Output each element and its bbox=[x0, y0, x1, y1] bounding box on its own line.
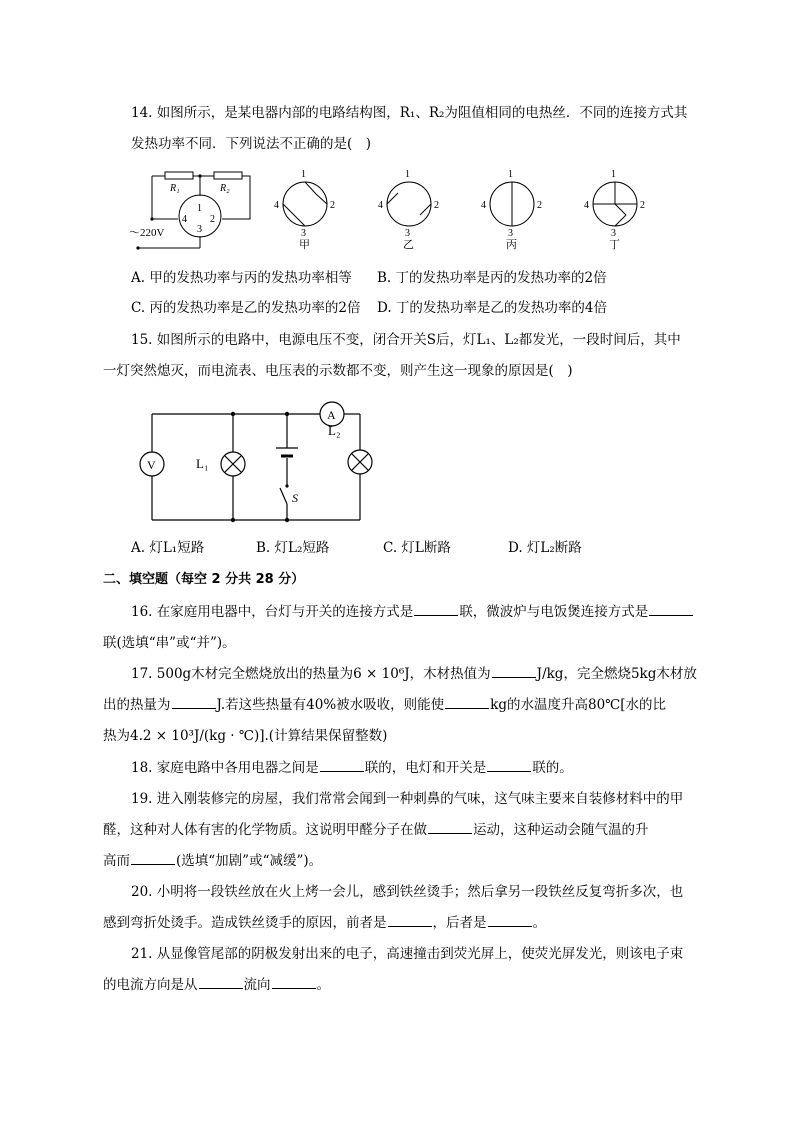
q19-line2: 醛，这种对人体有害的化学物质。这说明甲醛分子在做 运动，这种运动会随气温的升 bbox=[103, 822, 649, 838]
q20-line2: 感到弯折处烫手。造成铁丝烫手的原因，前者是 ，后者是 。 bbox=[103, 915, 546, 931]
q16-line2: 联(选填“串”或“并”)。 bbox=[103, 635, 236, 651]
q18-line: 18. 家庭电路中各用电器之间是 联的，电灯和开关是 联的。 bbox=[131, 760, 573, 776]
svg-text:2: 2 bbox=[434, 200, 439, 211]
svg-text:1: 1 bbox=[405, 169, 410, 180]
q17-blank-2[interactable] bbox=[172, 695, 216, 709]
q14-terminal-4: 4 bbox=[182, 214, 187, 225]
svg-text:2: 2 bbox=[330, 200, 335, 211]
section-heading: 二、填空题（每空 2 分共 28 分） bbox=[103, 572, 305, 587]
svg-text:1: 1 bbox=[301, 169, 306, 180]
q21-blank-1[interactable] bbox=[199, 975, 243, 989]
q21-blank-2[interactable] bbox=[272, 975, 316, 989]
svg-text:4: 4 bbox=[584, 200, 589, 211]
q14-option-a[interactable]: A. 甲的发热功率与丙的发热功率相等 bbox=[131, 270, 352, 286]
q14-connection-bing bbox=[481, 169, 542, 251]
q14-caption-yi: 乙 bbox=[403, 239, 414, 251]
svg-text:V: V bbox=[147, 458, 156, 472]
q15-stem-line2: 一灯突然熄灭，而电流表、电压表的示数都不变，则产生这一现象的原因是( ) bbox=[103, 363, 573, 379]
lamp-l2-label: L₂ bbox=[328, 423, 341, 438]
lamp-l1-label: L₁ bbox=[196, 456, 209, 471]
svg-text:4: 4 bbox=[481, 200, 486, 211]
q19-line3: 高而 (选填“加剧”或“减缓”)。 bbox=[103, 853, 323, 869]
svg-text:3: 3 bbox=[508, 228, 513, 239]
q17-line1: 17. 500g木材完全燃烧放出的热量为6 × 10⁶J，木材热值为 J/kg，完全燃烧5kg木材放 bbox=[131, 666, 697, 682]
q14-stem-line2: 发热功率不同．下列说法不正确的是( ) bbox=[131, 136, 372, 152]
q21-line2: 的电流方向是从 流向 。 bbox=[103, 977, 330, 993]
q17-line3: 热为4.2 × 10³J/(kg · ℃)].(计算结果保留整数) bbox=[103, 728, 388, 744]
q16-line1: 16. 在家庭用电器中，台灯与开关的连接方式是 联，微波炉与电饭煲连接方式是 bbox=[131, 602, 694, 622]
q14-label-r1: R₁ bbox=[170, 183, 180, 194]
svg-text:A: A bbox=[327, 408, 336, 422]
q15-figure bbox=[130, 398, 380, 528]
q15-option-b[interactable]: B. 灯L₂短路 bbox=[256, 540, 330, 556]
q14-connection-ding bbox=[584, 169, 645, 251]
svg-text:1: 1 bbox=[508, 169, 513, 180]
q18-blank-1[interactable] bbox=[320, 758, 364, 772]
q20-line1: 20. 小明将一段铁丝放在火上烤一会儿，感到铁丝烫手；然后拿另一段铁丝反复弯折多次，也 bbox=[131, 884, 684, 900]
q14-caption-ding: 丁 bbox=[609, 239, 620, 251]
lamp-l1-icon bbox=[221, 452, 245, 476]
q18-blank-2[interactable] bbox=[487, 758, 531, 772]
q17-line2: 出的热量为 J.若这些热量有40%被水吸收，则能使 kg的水温度升高80℃[水的比 bbox=[103, 697, 667, 713]
q14-terminal-2: 2 bbox=[210, 214, 215, 225]
svg-text:1: 1 bbox=[611, 169, 616, 180]
q15-stem-line1: 15. 如图所示的电路中，电源电压不变，闭合开关S后，灯L₁、L₂都发光，一段时间后，其中 bbox=[131, 332, 681, 348]
q16-blank-2[interactable] bbox=[649, 602, 693, 616]
q19-blank-2[interactable] bbox=[131, 851, 175, 865]
q14-caption-bing: 丙 bbox=[506, 239, 517, 251]
voltmeter-icon bbox=[140, 452, 164, 476]
q14-caption-jia: 甲 bbox=[299, 239, 310, 251]
q14-option-c[interactable]: C. 丙的发热功率是乙的发热功率的2倍 bbox=[131, 300, 361, 316]
q14-stem-line1: 14. 如图所示，是某电器内部的电路结构图，R₁、R₂为阻值相同的电热丝．不同的连接方式其 bbox=[131, 105, 688, 121]
q17-blank-3[interactable] bbox=[445, 695, 489, 709]
q14-connection-yi bbox=[378, 169, 439, 251]
q14-label-source: ～220V bbox=[129, 227, 165, 239]
svg-text:2: 2 bbox=[640, 200, 645, 211]
q20-blank-2[interactable] bbox=[488, 913, 532, 927]
svg-text:4: 4 bbox=[274, 200, 279, 211]
switch-label: S bbox=[292, 491, 298, 505]
q19-blank-1[interactable] bbox=[428, 820, 472, 834]
q14-terminal-1: 1 bbox=[197, 203, 202, 214]
svg-text:3: 3 bbox=[405, 228, 410, 239]
svg-text:3: 3 bbox=[301, 228, 306, 239]
q15-option-c[interactable]: C. 灯L断路 bbox=[383, 540, 451, 556]
q15-option-d[interactable]: D. 灯L₂断路 bbox=[508, 540, 582, 556]
q21-line1: 21. 从显像管尾部的阴极发射出来的电子，高速撞击到荧光屏上，使荧光屏发光，则该电子束 bbox=[131, 946, 684, 962]
q14-label-r2: R₂ bbox=[220, 183, 230, 194]
q19-line1: 19. 进入刚装修完的房屋，我们常常会闻到一种刺鼻的气味，这气味主要来自装修材料中的甲 bbox=[131, 791, 684, 807]
q14-figure bbox=[128, 164, 668, 256]
svg-text:4: 4 bbox=[378, 200, 383, 211]
q14-connection-jia bbox=[274, 169, 335, 251]
lamp-l2-icon bbox=[348, 450, 372, 474]
q15-option-a[interactable]: A. 灯L₁短路 bbox=[131, 540, 205, 556]
svg-text:3: 3 bbox=[611, 228, 616, 239]
svg-text:2: 2 bbox=[537, 200, 542, 211]
q17-blank-1[interactable] bbox=[492, 664, 536, 678]
q14-option-b[interactable]: B. 丁的发热功率是丙的发热功率的2倍 bbox=[377, 270, 607, 286]
q14-terminal-3: 3 bbox=[197, 224, 202, 235]
q20-blank-1[interactable] bbox=[388, 913, 432, 927]
q14-option-d[interactable]: D. 丁的发热功率是乙的发热功率的4倍 bbox=[377, 300, 608, 316]
q16-blank-1[interactable] bbox=[414, 602, 458, 616]
